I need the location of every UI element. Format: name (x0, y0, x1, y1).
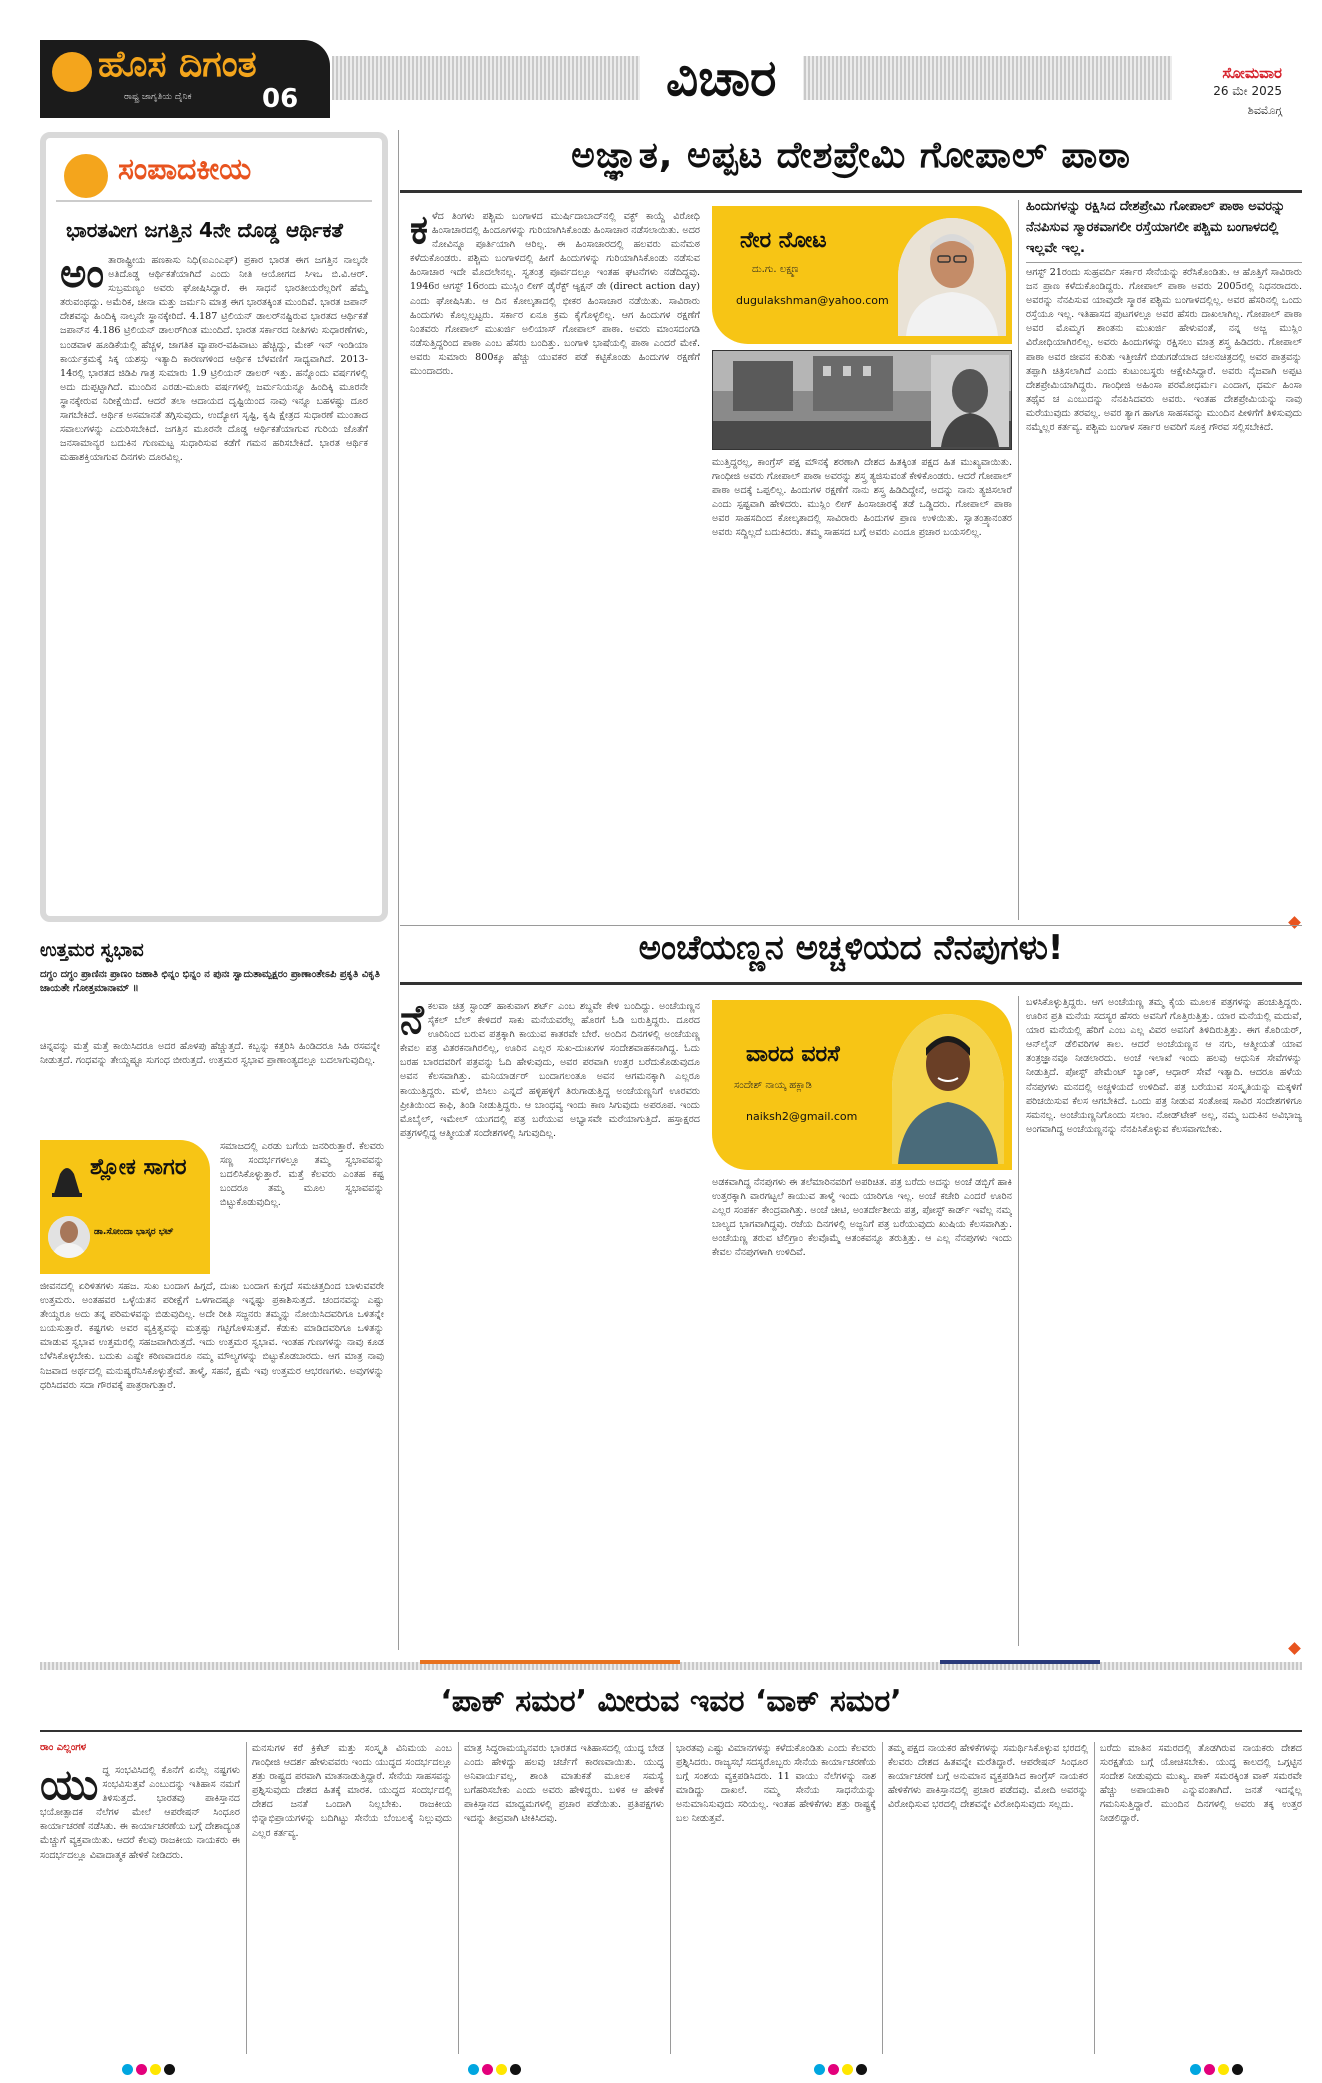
edition-city: ಶಿವಮೊಗ್ಗ (1247, 104, 1282, 117)
article3-headline[interactable]: ‘ಪಾಕ್ ಸಮರ’ ಮೀರುವ ಇವರ ‘ವಾಕ್ ಸಮರ’ (440, 1684, 902, 1719)
pull-quote: ಹಿಂದುಗಳನ್ನು ರಕ್ಷಿಸಿದ ದೇಶಪ್ರೇಮಿ ಗೋಪಾಲ್ ಪಾಠಾ ಅವರನ್ನು ನೆನಪಿಸುವ ಸ್ಮಾರಕವಾಗಲೀ ರಸ್ತೆಯಾಗಲೀ ಪಶ್ಚಿಮ ಬಂಗಾಳದಲ್ಲಿ ಇಲ್ಲವೇ ಇಲ್ಲ. (1026, 199, 1286, 256)
headline-rule (400, 982, 1302, 985)
editorial-label-box (56, 150, 372, 202)
headline-rule (40, 1730, 1302, 1732)
article2-col2: ಅಡಕವಾಗಿದ್ದ ನೆನಪುಗಳು ಈ ತಲೆಮಾರಿನವರಿಗೆ ಅಪರಿಚಿತ. ಪತ್ರ ಬರೆದು ಅದನ್ನು ಅಂಚೆ ಡಬ್ಬಿಗೆ ಹಾಕಿ ಉತ್ತರಕ್ಕಾಗಿ ವಾರಗಟ್ಟಲೆ ಕಾಯುವ ತಾಳ್ಮೆ ಇಂದು ಯಾರಿಗೂ ಇಲ್ಲ. ಅಂಚೆ ಕಚೇರಿ ಎಂದರೆ ಊರಿನ ಎಲ್ಲರ ಸಂಪರ್ಕ ಕೇಂದ್ರವಾಗಿತ್ತು. ಅಂಚೆ ಚೀಟಿ, ಅಂತರ್ದೇಶೀಯ ಪತ್ರ, ಪೋಸ್ಟ್ ಕಾರ್ಡ್ ಇವೆಲ್ಲ ನಮ್ಮ ಬಾಲ್ಯದ ಭಾಗವಾಗಿದ್ದವು. ರಜೆಯ ದಿನಗಳಲ್ಲಿ ಅಜ್ಜನಿಗೆ ಪತ್ರ ಬರೆಯುವುದು ಖುಷಿಯ ಕೆಲಸವಾಗಿತ್ತು. ಅಂಚೆಯಣ್ಣ ತರುವ ಟೆಲಿಗ್ರಾಂ ಕೆಲವೊಮ್ಮೆ ಆತಂಕವನ್ನೂ ತರುತ್ತಿತ್ತು. ಆ ಎಲ್ಲ ನೆನಪುಗಳು ಇಂದು ಕೇವಲ ನೆನಪುಗಳಾಗಿ ಉಳಿದಿವೆ. (712, 1177, 1012, 1259)
shloka-author-avatar (48, 1216, 90, 1258)
editorial-dropcap: ಅಂ (60, 254, 105, 297)
sun-emblem-icon (52, 52, 92, 92)
article3-byline: ರಾಂ ಎಲ್ಲಂಗಳ (40, 1742, 87, 1753)
column-divider (458, 1742, 459, 2054)
registration-mark (814, 2064, 874, 2076)
article3-col5: ತಮ್ಮ ಪಕ್ಷದ ನಾಯಕರ ಹೇಳಿಕೆಗಳನ್ನು ಸಮರ್ಥಿಸಿಕೊಳ್ಳುವ ಭರದಲ್ಲಿ ಕೆಲವರು ದೇಶದ ಹಿತವನ್ನೇ ಮರೆತಿದ್ದಾರೆ. ಆಪರೇಷನ್ ಸಿಂಧೂರ ಕಾರ್ಯಾಚರಣೆ ಬಗ್ಗೆ ಅನುಮಾನ ವ್ಯಕ್ತಪಡಿಸಿದ ಕಾಂಗ್ರೆಸ್ ನಾಯಕರ ಹೇಳಿಕೆಗಳು ಪಾಕಿಸ್ತಾನದಲ್ಲಿ ಪ್ರಚಾರ ಪಡೆದವು. ಮೋದಿ ಅವರನ್ನು ವಿರೋಧಿಸುವ ಭರದಲ್ಲಿ ದೇಶವನ್ನೇ ವಿರೋಧಿಸುವುದು ಸಲ್ಲದು. (888, 1743, 1088, 1811)
columnist-name: ಸಂದೇಶ್ ನಾಯ್ಕ ಹಕ್ಲಾಡಿ (734, 1080, 812, 1091)
shloka-card-title: ಶ್ಲೋಕ ಸಾಗರ (90, 1155, 187, 1180)
columnist-name: ದು.ಗು. ಲಕ್ಷ್ಮಣ (752, 264, 799, 275)
section-divider (400, 925, 1302, 926)
issue-date: 26 ಮೇ 2025 (1213, 84, 1282, 98)
column-name: ವಾರದ ವರಸೆ (746, 1042, 840, 1067)
column-divider (1018, 996, 1019, 1646)
main-article-headline[interactable]: ಅಜ್ಞಾತ, ಅಪ್ಪಟ ದೇಶಪ್ರೇಮಿ ಗೋಪಾಲ್ ಪಾಠಾ (571, 135, 1131, 176)
column-name: ನೇರ ನೋಟ (740, 228, 827, 253)
section-title: ವಿಚಾರ (640, 48, 803, 108)
article2-col1 (400, 1000, 700, 1646)
shloka-body-top: ಚಿನ್ನವನ್ನು ಮತ್ತೆ ಮತ್ತೆ ಕಾಯಿಸಿದರೂ ಅದರ ಹೊಳಪು ಹೆಚ್ಚುತ್ತದೆ. ಕಬ್ಬನ್ನು ಕತ್ತರಿಸಿ ಹಿಂಡಿದರೂ ಸಿಹಿ ರಸವನ್ನೇ ನೀಡುತ್ತದೆ. ಗಂಧವನ್ನು ತೇಯ್ದಷ್ಟೂ ಸುಗಂಧ ಬೀರುತ್ತದೆ. ಉತ್ತಮರ ಸ್ವಭಾವ ಪ್ರಾಣಾಂತ್ಯದಲ್ಲೂ ಬದಲಾಗುವುದಿಲ್ಲ. (40, 1041, 380, 1067)
archive-photo (712, 350, 1012, 450)
accent-bar (940, 1660, 1100, 1664)
main-article-col1-text: ಳೆದ ತಿಂಗಳು ಪಶ್ಚಿಮ ಬಂಗಾಳದ ಮುರ್ಷಿದಾಬಾದ್‌ನಲ್ಲಿ ವಕ್ಫ್ ಕಾಯ್ದೆ ವಿರೋಧಿ ಹಿಂಸಾಚಾರದಲ್ಲಿ ಹಿಂದೂಗಳನ್ನು ಗುರಿಯಾಗಿಸಿಕೊಂಡು ಹಿಂಸಾಚಾರ ನಡೆಸಲಾಯಿತು. ಅದರ ನೋವಿನ್ನೂ ಪೂರ್ತಿಯಾಗಿ ಆರಿಲ್ಲ. ಈ ಹಿಂಸಾಚಾರದಲ್ಲಿ ಹಲವರು ಮನೆಮಠ ಕಳೆದುಕೊಂಡರು. ಪಶ್ಚಿಮ ಬಂಗಾಳದಲ್ಲಿ ಹೀಗೆ ಹಿಂದುಗಳನ್ನು ಗುರಿಯಾಗಿಸಿಕೊಂಡು ನಡೆಸುವ ಹಿಂಸಾಚಾರ ಇದೇ ಮೊದಲೇನಲ್ಲ. ಸ್ವತಂತ್ರ ಪೂರ್ವದಲ್ಲೂ ಇಂತಹ ಘಟನೆಗಳು ನಡೆದಿದ್ದವು. 1946ರ ಆಗಸ್ಟ್ 16ರಂದು ಮುಸ್ಲಿಂ ಲೀಗ್ ಡೈರೆಕ್ಟ್ ಆ್ಯಕ್ಷನ್ ಡೇ (direct action day) ಎಂದು ಘೋಷಿಸಿತು. ಆ ದಿನ ಕೋಲ್ಕತಾದಲ್ಲಿ ಭೀಕರ ಹಿಂಸಾಚಾರ ನಡೆಯಿತು. ಸಾವಿರಾರು ಹಿಂದುಗಳು ಕೊಲ್ಲಲ್ಪಟ್ಟರು. ಸರ್ಕಾರ ಏನೂ ಕ್ರಮ ಕೈಗೊಳ್ಳಲಿಲ್ಲ. ಆಗ ಹಿಂದುಗಳ ರಕ್ಷಣೆಗೆ ನಿಂತವರು ಗೋಪಾಲ್ ಮುಖರ್ಜಿ ಅಲಿಯಾಸ್ ಗೋಪಾಲ್ ಪಾಠಾ. ಅವರು ಮಾಂಸದಂಗಡಿ ನಡೆಸುತ್ತಿದ್ದರಿಂದ ಪಾಠಾ ಎಂಬ ಹೆಸರು ಬಂದಿತ್ತು. ಬಂಗಾಳಿ ಭಾಷೆಯಲ್ಲಿ ಪಾಠಾ ಎಂದರೆ ಮೇಕೆ. ಅವರು ಸುಮಾರು 800ಕ್ಕೂ ಹೆಚ್ಚು ಯುವಕರ ಪಡೆ ಕಟ್ಟಿಕೊಂಡು ಹಿಂದುಗಳ ರಕ್ಷಣೆಗೆ ಮುಂದಾದರು. (410, 211, 700, 378)
main-article-col2: ಮುತ್ತಿದ್ದರಲ್ಲ, ಕಾಂಗ್ರೆಸ್ ಪಕ್ಷ ಮೌನಕ್ಕೆ ಶರಣಾಗಿ ದೇಶದ ಹಿತಕ್ಕಿಂತ ಪಕ್ಷದ ಹಿತ ಮುಖ್ಯವಾಯಿತು. ಗಾಂಧೀಜಿ ಅವರು ಗೋಪಾಲ್ ಪಾಠಾ ಅವರನ್ನು ಶಸ್ತ್ರ ತ್ಯಜಿಸುವಂತೆ ಕೇಳಿಕೊಂಡರು. ಆದರೆ ಗೋಪಾಲ್ ಪಾಠಾ ಅದಕ್ಕೆ ಒಪ್ಪಲಿಲ್ಲ. ಹಿಂದುಗಳ ರಕ್ಷಣೆಗೆ ನಾನು ಶಸ್ತ್ರ ಹಿಡಿದಿದ್ದೇನೆ, ಅದನ್ನು ನಾನು ತ್ಯಜಿಸಲಾರೆ ಎಂದು ಸ್ಪಷ್ಟವಾಗಿ ಹೇಳಿದರು. ಮುಸ್ಲಿಂ ಲೀಗ್ ಹಿಂಸಾಚಾರಕ್ಕೆ ತಡೆ ಒಡ್ಡಿದರು. ಗೋಪಾಲ್ ಪಾಠಾ ಅವರ ಸಾಹಸದಿಂದ ಕೋಲ್ಕತಾದಲ್ಲಿ ಸಾವಿರಾರು ಹಿಂದುಗಳ ಪ್ರಾಣ ಉಳಿಯಿತು. ಸ್ವಾತಂತ್ರ್ಯಾನಂತರ ಅವರು ಸದ್ದಿಲ್ಲದೆ ಬದುಕಿದರು. ತಮ್ಮ ಸಾಹಸದ ಬಗ್ಗೆ ಅವರು ಎಂದೂ ಪ್ರಚಾರ ಬಯಸಲಿಲ್ಲ. (712, 457, 1012, 539)
main-article-col3: ಆಗಸ್ಟ್ 21ರಂದು ಸುಹ್ರವರ್ದಿ ಸರ್ಕಾರ ಸೇನೆಯನ್ನು ಕರೆಸಿಕೊಂಡಿತು. ಆ ಹೊತ್ತಿಗೆ ಸಾವಿರಾರು ಜನ ಪ್ರಾಣ ಕಳೆದುಕೊಂಡಿದ್ದರು. ಗೋಪಾಲ್ ಪಾಠಾ ಅವರು 2005ರಲ್ಲಿ ನಿಧನರಾದರು. ಅವರನ್ನು ನೆನಪಿಸುವ ಯಾವುದೇ ಸ್ಮಾರಕ ಪಶ್ಚಿಮ ಬಂಗಾಳದಲ್ಲಿಲ್ಲ. ಅವರ ಹೆಸರಿನಲ್ಲಿ ಒಂದು ರಸ್ತೆಯೂ ಇಲ್ಲ. ಇತಿಹಾಸದ ಪುಟಗಳಲ್ಲೂ ಅವರ ಹೆಸರು ದಾಖಲಾಗಿಲ್ಲ. ಗೋಪಾಲ್ ಪಾಠಾ ಅವರ ಮೊಮ್ಮಗ ಶಾಂತನು ಮುಖರ್ಜಿ ಹೇಳುವಂತೆ, ನನ್ನ ಅಜ್ಜ ಮುಸ್ಲಿಂ ವಿರೋಧಿಯಾಗಿರಲಿಲ್ಲ. ಅವರು ಹಿಂದುಗಳನ್ನು ರಕ್ಷಿಸಲು ಮಾತ್ರ ಶಸ್ತ್ರ ಹಿಡಿದರು. ಗೋಪಾಲ್ ಪಾಠಾ ಅವರ ಜೀವನ ಕುರಿತು ಇತ್ತೀಚೆಗೆ ಬಿಡುಗಡೆಯಾದ ಚಲನಚಿತ್ರದಲ್ಲಿ ಅವರ ಪಾತ್ರವನ್ನು ತಪ್ಪಾಗಿ ಚಿತ್ರಿಸಲಾಗಿದೆ ಎಂದು ಕುಟುಂಬಸ್ಥರು ಆಕ್ಷೇಪಿಸಿದ್ದಾರೆ. ಅವರು ನೈಜವಾಗಿ ಅಪ್ಪಟ ದೇಶಪ್ರೇಮಿಯಾಗಿದ್ದರು. ಗಾಂಧೀಜಿ ಅಹಿಂಸಾ ಪರಮೋಧರ್ಮಃ ಎಂದಾಗ, ಧರ್ಮ ಹಿಂಸಾ ತಥೈವ ಚ ಎಂಬುದನ್ನು ನೆನಪಿಸಿದವರು ಅವರು. ಇಂತಹ ದೇಶಪ್ರೇಮಿಯನ್ನು ನಾವು ಮರೆಯುವುದು ತರವಲ್ಲ. ಅವರ ತ್ಯಾಗ ಹಾಗೂ ಸಾಹಸವನ್ನು ಮುಂದಿನ ಪೀಳಿಗೆಗೆ ತಿಳಿಸುವುದು ನಮ್ಮೆಲ್ಲರ ಕರ್ತವ್ಯ. ಪಶ್ಚಿಮ ಬಂಗಾಳ ಸರ್ಕಾರ ಅವರಿಗೆ ಸೂಕ್ತ ಗೌರವ ಸಲ್ಲಿಸಬೇಕಿದೆ. (1026, 267, 1302, 434)
editorial-body (56, 254, 372, 814)
columnist-email[interactable]: naiksh2@gmail.com (746, 1110, 858, 1123)
editorial-text: ತಾರಾಷ್ಟ್ರೀಯ ಹಣಕಾಸು ನಿಧಿ(ಐಎಂಎಫ್) ಪ್ರಕಾರ ಭಾರತ ಈಗ ಜಗತ್ತಿನ ನಾಲ್ಕನೇ ಅತಿದೊಡ್ಡ ಆರ್ಥಿಕತೆಯಾಗಿದೆ ಎಂದು ನೀತಿ ಆಯೋಗದ ಸಿಇಒ ಬಿ.ವಿ.ಆರ್. ಸುಬ್ರಮಣ್ಯಂ ಅವರು ಘೋಷಿಸಿದ್ದಾರೆ. ಈ ಸಾಧನೆ ಭಾರತೀಯರೆಲ್ಲರಿಗೆ ಹೆಮ್ಮೆ ತರುವಂಥದ್ದು. ಅಮೆರಿಕ, ಚೀನಾ ಮತ್ತು ಜರ್ಮನಿ ಮಾತ್ರ ಈಗ ಭಾರತಕ್ಕಿಂತ ಮುಂದಿವೆ. ಭಾರತ ಜಪಾನ್ ದೇಶವನ್ನು ಹಿಂದಿಕ್ಕಿ ನಾಲ್ಕನೇ ಸ್ಥಾನಕ್ಕೇರಿದೆ. 4.187 ಟ್ರಿಲಿಯನ್ ಡಾಲರ್‌ನಷ್ಟಿರುವ ಭಾರತದ ಆರ್ಥಿಕತೆ ಜಪಾನ್‌ನ 4.186 ಟ್ರಿಲಿಯನ್ ಡಾಲರ್‌ಗಿಂತ ಮುಂದಿದೆ. ಭಾರತ ಸರ್ಕಾರದ ನೀತಿಗಳು ಸುಧಾರಣೆಗಳು, ಬಂಡವಾಳ ಹೂಡಿಕೆಯಲ್ಲಿ ಹೆಚ್ಚಳ, ಜಾಗತಿಕ ವ್ಯಾಪಾರ-ವಹಿವಾಟು ಹೆಚ್ಚಿದ್ದು, ಮೇಕ್ ಇನ್ ಇಂಡಿಯಾ ಕಾರ್ಯಕ್ರಮಕ್ಕೆ ಸಿಕ್ಕ ಯಶಸ್ಸು ಇತ್ಯಾದಿ ಕಾರಣಗಳಿಂದ ಆರ್ಥಿಕ ಬೆಳವಣಿಗೆ ಸಾಧ್ಯವಾಗಿದೆ. 2013-14ರಲ್ಲಿ ಭಾರತದ ಜಿಡಿಪಿ ಗಾತ್ರ ಸುಮಾರು 1.9 ಟ್ರಿಲಿಯನ್ ಡಾಲರ್ ಇತ್ತು. ಹನ್ನೊಂದು ವರ್ಷಗಳಲ್ಲಿ ಅದು ದುಪ್ಪಟ್ಟಾಗಿದೆ. ಮುಂದಿನ ಎರಡು-ಮೂರು ವರ್ಷಗಳಲ್ಲಿ ಜರ್ಮನಿಯನ್ನೂ ಹಿಂದಿಕ್ಕಿ ಮೂರನೇ ಸ್ಥಾನಕ್ಕೇರುವ ನಿರೀಕ್ಷೆಯಿದೆ. ಆದರೆ ತಲಾ ಆದಾಯದ ದೃಷ್ಟಿಯಿಂದ ನಾವು ಇನ್ನೂ ಬಹಳಷ್ಟು ದೂರ ಸಾಗಬೇಕಿದೆ. ಆರ್ಥಿಕ ಅಸಮಾನತೆ ತಗ್ಗಿಸುವುದು, ಉದ್ಯೋಗ ಸೃಷ್ಟಿ, ಕೃಷಿ ಕ್ಷೇತ್ರದ ಸುಧಾರಣೆ ಮುಂತಾದ ಸವಾಲುಗಳನ್ನು ಎದುರಿಸಬೇಕಿದೆ. ಜಗತ್ತಿನ ಮೂರನೇ ದೊಡ್ಡ ಆರ್ಥಿಕತೆಯಾಗುವ ಗುರಿಯ ಜೊತೆಗೆ ಜನಸಾಮಾನ್ಯರ ಬದುಕಿನ ಗುಣಮಟ್ಟ ಸುಧಾರಿಸುವ ಕಡೆಗೆ ಗಮನ ಹರಿಸಬೇಕಿದೆ. ಭಾರತ ಆರ್ಥಿಕ ಮಹಾಶಕ್ತಿಯಾಗುವ ದಿನಗಳು ದೂರವಿಲ್ಲ. (60, 255, 368, 464)
article3-col1-text: ದ್ಧ ಸಂಭವಿಸಿದಲ್ಲಿ ಕೊನೆಗೆ ಏನೆಲ್ಲ ನಷ್ಟಗಳು ಸಂಭವಿಸುತ್ತವೆ ಎಂಬುದನ್ನು ಇತಿಹಾಸ ನಮಗೆ ತಿಳಿಸುತ್ತದೆ. ಭಾರತವು ಪಾಕಿಸ್ತಾನದ ಭಯೋತ್ಪಾದಕ ನೆಲೆಗಳ ಮೇಲೆ ಆಪರೇಷನ್ ಸಿಂಧೂರ ಕಾರ್ಯಾಚರಣೆ ನಡೆಸಿತು. ಈ ಕಾರ್ಯಾಚರಣೆಯ ಬಗ್ಗೆ ದೇಶಾದ್ಯಂತ ಮೆಚ್ಚುಗೆ ವ್ಯಕ್ತವಾಯಿತು. ಆದರೆ ಕೆಲವು ರಾಜಕೀಯ ನಾಯಕರು ಈ ಸಂದರ್ಭದಲ್ಲೂ ವಿವಾದಾತ್ಮಕ ಹೇಳಿಕೆ ನೀಡಿದರು. (40, 1765, 240, 1861)
article2-col3: ಬಳಸಿಕೊಳ್ಳುತ್ತಿದ್ದರು. ಆಗ ಅಂಚೆಯಣ್ಣ ತಮ್ಮ ಕೈಯ ಮೂಲಕ ಪತ್ರಗಳನ್ನು ಹಂಚುತ್ತಿದ್ದರು. ಊರಿನ ಪ್ರತಿ ಮನೆಯ ಸದಸ್ಯರ ಹೆಸರು ಅವನಿಗೆ ಗೊತ್ತಿರುತ್ತಿತ್ತು. ಯಾರ ಮನೆಯಲ್ಲಿ ಮದುವೆ, ಯಾರ ಮನೆಯಲ್ಲಿ ಹೆರಿಗೆ ಎಂಬ ಎಲ್ಲ ವಿವರ ಅವನಿಗೆ ತಿಳಿದಿರುತ್ತಿತ್ತು. ಈಗ ಕೊರಿಯರ್, ಆನ್‌ಲೈನ್ ಡೆಲಿವರಿಗಳ ಕಾಲ. ಆದರೆ ಅಂಚೆಯಣ್ಣನ ಆ ನಗು, ಆತ್ಮೀಯತೆ ಯಾವ ತಂತ್ರಜ್ಞಾನವೂ ನೀಡಲಾರದು. ಅಂಚೆ ಇಲಾಖೆ ಇಂದು ಹಲವು ಆಧುನಿಕ ಸೇವೆಗಳನ್ನು ನೀಡುತ್ತಿದೆ. ಪೋಸ್ಟ್ ಪೇಮೆಂಟ್ ಬ್ಯಾಂಕ್, ಆಧಾರ್ ಸೇವೆ ಇತ್ಯಾದಿ. ಆದರೂ ಹಳೆಯ ನೆನಪುಗಳು ಮನದಲ್ಲಿ ಅಚ್ಚಳಿಯದೆ ಉಳಿದಿವೆ. ಪತ್ರ ಬರೆಯುವ ಸಂಸ್ಕೃತಿಯನ್ನು ಮಕ್ಕಳಿಗೆ ಪರಿಚಯಿಸುವ ಕೆಲಸ ಆಗಬೇಕಿದೆ. ಒಂದು ಪತ್ರ ನೀಡುವ ಸಂತೋಷ ಸಾವಿರ ಸಂದೇಶಗಳಿಗೂ ಸಮನಲ್ಲ. ಅಂಚೆಯಣ್ಣನಿಗೊಂದು ಸಲಾಂ. ನೋಡ್‌ಟೇಕ್ ಅಲ್ಲ, ನಮ್ಮ ಬದುಕಿನ ಅವಿಭಾಜ್ಯ ಅಂಗವಾಗಿದ್ದ ಅಂಚೆಯಣ್ಣನನ್ನು ನೆನಪಿಸಿಕೊಳ್ಳುವ ಕೆಲಸವಾಗಬೇಕು. (1026, 997, 1302, 1135)
shloka-author: ಡಾ.ಸೋಂದಾ ಭಾಸ್ಕರ ಭಟ್ (94, 1227, 174, 1237)
column-divider (882, 1742, 883, 2054)
paper-logo[interactable] (40, 40, 330, 118)
columnist-avatar (892, 1014, 1004, 1164)
pull-quote-rule (1026, 262, 1302, 263)
columnist-email[interactable]: dugulakshman@yahoo.com (736, 294, 889, 307)
ink-pen-icon (50, 1158, 84, 1198)
article3-dropcap: ಯು (40, 1764, 99, 1809)
paper-tagline: ರಾಷ್ಟ್ರ ಜಾಗೃತಿಯ ದೈನಿಕ (124, 92, 192, 102)
paper-name: ಹೊಸ ದಿಗಂತ (98, 44, 257, 85)
registration-mark (468, 2064, 528, 2076)
column-divider (1094, 1742, 1095, 2054)
column-divider (246, 1742, 247, 2054)
headline-rule (400, 190, 1302, 193)
page-number: 06 (262, 84, 299, 114)
day-name: ಸೋಮವಾರ (1222, 64, 1282, 82)
shloka-verse: ದಗ್ಧಂ ದಗ್ಧಂ ಪ್ರಾಣಿನಃ ಪ್ರಾಣಂ ಜಹಾತಿ ಛಿನ್ನಂ ಭಿನ್ನಂ ನ ಪುನಃ ಸ್ವಾದುತಾಮ್ಪಕ್ಷರಂ ಪ್ರಾಣಾಂತೇಽಪಿ ಪ್ರಕೃತಿ ವಿಕೃತಿ ಜಾಯತೇ ಗೋತ್ತಮಾನಾಮ್ ॥ (40, 969, 380, 994)
shloka-title: ಉತ್ತಮರ ಸ್ವಭಾವ (40, 940, 144, 961)
columnist-card (712, 206, 1012, 344)
accent-bar (420, 1660, 680, 1664)
article3-col6: ಬರೆದು ಮಾತಿನ ಸಮರದಲ್ಲಿ ತೊಡಗಿರುವ ನಾಯಕರು ದೇಶದ ಸುರಕ್ಷತೆಯ ಬಗ್ಗೆ ಯೋಚಿಸಬೇಕು. ಯುದ್ಧ ಕಾಲದಲ್ಲಿ ಒಗ್ಗಟ್ಟಿನ ಸಂದೇಶ ನೀಡುವುದು ಮುಖ್ಯ. ಪಾಕ್ ಸಮರಕ್ಕಿಂತ ವಾಕ್ ಸಮರವೇ ಹೆಚ್ಚು ಅಪಾಯಕಾರಿ ಎನ್ನುವಂತಾಗಿದೆ. ಜನತೆ ಇದನ್ನೆಲ್ಲ ಗಮನಿಸುತ್ತಿದ್ದಾರೆ. ಮುಂದಿನ ದಿನಗಳಲ್ಲಿ ಅವರು ತಕ್ಕ ಉತ್ತರ ನೀಡಲಿದ್ದಾರೆ. (1100, 1743, 1302, 1825)
column-divider (1018, 200, 1019, 920)
article2-dropcap: ನೆ (400, 1000, 424, 1043)
editorial-emblem-icon (64, 154, 108, 198)
article3-col4: ಭಾರತವು ಎಷ್ಟು ವಿಮಾನಗಳನ್ನು ಕಳೆದುಕೊಂಡಿತು ಎಂದು ಕೆಲವರು ಪ್ರಶ್ನಿಸಿದರು. ರಾಜ್ಯಸಭೆ ಸದಸ್ಯರೊಬ್ಬರು ಸೇನೆಯ ಕಾರ್ಯಾಚರಣೆಯ ಬಗ್ಗೆ ಸಂಶಯ ವ್ಯಕ್ತಪಡಿಸಿದರು. 11 ವಾಯು ನೆಲೆಗಳನ್ನು ನಾಶ ಮಾಡಿದ್ದು ದಾಖಲೆ. ನಮ್ಮ ಸೇನೆಯ ಸಾಧನೆಯನ್ನು ಅನುಮಾನಿಸುವುದು ಸರಿಯಲ್ಲ. ಇಂತಹ ಹೇಳಿಕೆಗಳು ಶತ್ರು ರಾಷ್ಟ್ರಕ್ಕೆ ಬಲ ನೀಡುತ್ತವೆ. (676, 1743, 876, 1825)
masthead (40, 40, 1302, 120)
editorial-box (40, 132, 388, 922)
editorial-label: ಸಂಪಾದಕೀಯ (118, 152, 252, 187)
columnist-card (712, 1000, 1012, 1170)
article3-col1 (40, 1764, 240, 2054)
columnist-avatar (898, 218, 1006, 336)
shloka-body-right: ಸಮಾಜದಲ್ಲಿ ಎರಡು ಬಗೆಯ ಜನರಿರುತ್ತಾರೆ. ಕೆಲವರು ಸಣ್ಣ ಸಂದರ್ಭಗಳಲ್ಲೂ ತಮ್ಮ ಸ್ವಭಾವವನ್ನು ಬದಲಿಸಿಕೊಳ್ಳುತ್ತಾರೆ. ಮತ್ತೆ ಕೆಲವರು ಎಂತಹ ಕಷ್ಟ ಬಂದರೂ ತಮ್ಮ ಮೂಲ ಸ್ವಭಾವವನ್ನು ಬಿಟ್ಟುಕೊಡುವುದಿಲ್ಲ. (220, 1141, 384, 1209)
article3-col2: ಮನಸುಗಳ ಕರೆ ಕ್ರಿಕೆಟ್ ಮತ್ತು ಸಂಸ್ಕೃತಿ ವಿನಿಮಯ ಎಂಬ ಗಾಂಧೀಜಿ ಆದರ್ಶ ಹೇಳುವವರು ಇಂದು ಯುದ್ಧದ ಸಂದರ್ಭದಲ್ಲೂ ಶತ್ರು ರಾಷ್ಟ್ರದ ಪರವಾಗಿ ಮಾತನಾಡುತ್ತಿದ್ದಾರೆ. ಸೇನೆಯ ಸಾಹಸವನ್ನು ಪ್ರಶ್ನಿಸುವುದು ದೇಶದ ಹಿತಕ್ಕೆ ಮಾರಕ. ಯುದ್ಧದ ಸಂದರ್ಭದಲ್ಲಿ ದೇಶದ ಜನತೆ ಒಂದಾಗಿ ನಿಲ್ಲಬೇಕು. ರಾಜಕೀಯ ಭಿನ್ನಾಭಿಪ್ರಾಯಗಳನ್ನು ಬದಿಗಿಟ್ಟು ಸೇನೆಯ ಬೆಂಬಲಕ್ಕೆ ನಿಲ್ಲುವುದು ಎಲ್ಲರ ಕರ್ತವ್ಯ. (252, 1743, 452, 1839)
article3-col3: ಮಾತ್ರ ಸಿದ್ಧರಾಮಯ್ಯನವರು ಭಾರತದ ಇತಿಹಾಸದಲ್ಲಿ ಯುದ್ಧ ಬೇಡ ಎಂದು ಹೇಳಿದ್ದು ಹಲವು ಚರ್ಚೆಗೆ ಕಾರಣವಾಯಿತು. ಯುದ್ಧ ಅನಿವಾರ್ಯವಲ್ಲ, ಶಾಂತಿ ಮಾತುಕತೆ ಮೂಲಕ ಸಮಸ್ಯೆ ಬಗೆಹರಿಸಬೇಕು ಎಂದು ಅವರು ಹೇಳಿದ್ದರು. ಬಳಿಕ ಆ ಹೇಳಿಕೆ ಪಾಕಿಸ್ತಾನದ ಮಾಧ್ಯಮಗಳಲ್ಲಿ ಪ್ರಚಾರ ಪಡೆಯಿತು. ಪ್ರತಿಪಕ್ಷಗಳು ಇದನ್ನು ತೀವ್ರವಾಗಿ ಟೀಕಿಸಿದವು. (464, 1743, 664, 1825)
shloka-card (40, 1140, 210, 1274)
main-article-col1 (410, 210, 700, 910)
article2-headline[interactable]: ಅಂಚೆಯಣ್ಣನ ಅಚ್ಚಳಿಯದ ನೆನಪುಗಳು! (638, 928, 1064, 968)
article2-col1-text: ಕಲವಾ ಚಿತ್ರ ಸ್ಟಾಂಡ್ ಹಾಕುವಾಗ ಶರ್ಟ್ ಎಂಬ ಶಬ್ದವೇ ಕೇಳಿ ಬಂದಿದ್ದು. ಅಂಚೆಯಣ್ಣನ ಸೈಕಲ್ ಬೆಲ್ ಕೇಳಿದರೆ ಸಾಕು ಮನೆಯವರೆಲ್ಲ ಹೊರಗೆ ಓಡಿ ಬರುತ್ತಿದ್ದರು. ದೂರದ ಊರಿನಿಂದ ಬರುವ ಪತ್ರಕ್ಕಾಗಿ ಕಾಯುವ ಕಾತರವೇ ಬೇರೆ. ಅಂದಿನ ದಿನಗಳಲ್ಲಿ ಅಂಚೆಯಣ್ಣ ಕೇವಲ ಪತ್ರ ವಿತರಕನಾಗಿರಲಿಲ್ಲ, ಊರಿನ ಎಲ್ಲರ ಸುಖ-ದುಃಖಗಳ ಸಂದೇಶವಾಹಕನಾಗಿದ್ದ. ಓದು ಬರಹ ಬಾರದವರಿಗೆ ಪತ್ರವನ್ನು ಓದಿ ಹೇಳುವುದು, ಅವರ ಪರವಾಗಿ ಉತ್ತರ ಬರೆದುಕೊಡುವುದೂ ಅವನ ಕೆಲಸವಾಗಿತ್ತು. ಮನಿಯಾರ್ಡರ್ ಬಂದಾಗಲಂತೂ ಅವನ ಆಗಮನಕ್ಕಾಗಿ ಎಲ್ಲರೂ ಕಾಯುತ್ತಿದ್ದರು. ಮಳೆ, ಬಿಸಿಲು ಎನ್ನದೆ ಹಳ್ಳಿಹಳ್ಳಿಗೆ ತಿರುಗಾಡುತ್ತಿದ್ದ ಅಂಚೆಯಣ್ಣನಿಗೆ ಊರವರು ಪ್ರೀತಿಯಿಂದ ಕಾಫಿ, ತಿಂಡಿ ನೀಡುತ್ತಿದ್ದರು. ಆ ಬಾಂಧವ್ಯ ಇಂದು ಕಾಣ ಸಿಗುವುದು ಅಪರೂಪ. ಇಂದು ಮೊಬೈಲ್, ಇಮೇಲ್ ಯುಗದಲ್ಲಿ ಪತ್ರ ಬರೆಯುವ ಅಭ್ಯಾಸವೇ ಮರೆಯಾಗುತ್ತಿದೆ. ಹಸ್ತಾಕ್ಷರದ ಪತ್ರಗಳಲ್ಲಿದ್ದ ಆತ್ಮೀಯತೆ ಸಂದೇಶಗಳಲ್ಲಿ ಸಿಗುವುದಿಲ್ಲ. (400, 1001, 700, 1139)
main-article-dropcap: ಕ (410, 210, 428, 253)
registration-mark (122, 2064, 182, 2076)
column-divider (670, 1742, 671, 2054)
shloka-body-bottom: ಜೀವನದಲ್ಲಿ ಏರಿಳಿತಗಳು ಸಹಜ. ಸುಖ ಬಂದಾಗ ಹಿಗ್ಗದೆ, ದುಃಖ ಬಂದಾಗ ಕುಗ್ಗದೆ ಸಮಚಿತ್ತದಿಂದ ಬಾಳುವವರೇ ಉತ್ತಮರು. ಅಂತಹವರ ಒಳ್ಳೆಯತನ ಪರೀಕ್ಷೆಗೆ ಒಳಗಾದಷ್ಟೂ ಇನ್ನಷ್ಟು ಪ್ರಕಾಶಿಸುತ್ತದೆ. ಚಂದನವನ್ನು ಎಷ್ಟು ತೇಯ್ದರೂ ಅದು ತನ್ನ ಪರಿಮಳವನ್ನು ಬಿಡುವುದಿಲ್ಲ. ಅದೇ ರೀತಿ ಸಜ್ಜನರು ತಮ್ಮನ್ನು ನೋಯಿಸಿದವರಿಗೂ ಒಳಿತನ್ನೇ ಬಯಸುತ್ತಾರೆ. ಕಷ್ಟಗಳು ಅವರ ವ್ಯಕ್ತಿತ್ವವನ್ನು ಮತ್ತಷ್ಟು ಗಟ್ಟಿಗೊಳಿಸುತ್ತವೆ. ಕೆಡುಕು ಮಾಡಿದವರಿಗೂ ಒಳಿತನ್ನು ಮಾಡುವ ಸ್ವಭಾವ ಉತ್ತಮರಲ್ಲಿ ಸಹಜವಾಗಿರುತ್ತದೆ. ಇದು ಉತ್ತಮರ ಸ್ವಭಾವ. ಇಂತಹ ಗುಣಗಳನ್ನು ನಾವು ಕೂಡ ಬೆಳೆಸಿಕೊಳ್ಳಬೇಕು. ಬದುಕು ಎಷ್ಟೇ ಕಠಿಣವಾದರೂ ನಮ್ಮ ಮೌಲ್ಯಗಳನ್ನು ಬಿಟ್ಟುಕೊಡಬಾರದು. ಆಗ ಮಾತ್ರ ನಾವು ನಿಜವಾದ ಅರ್ಥದಲ್ಲಿ ಮನುಷ್ಯರೆನಿಸಿಕೊಳ್ಳುತ್ತೇವೆ. ತಾಳ್ಮೆ, ಸಹನೆ, ಕ್ಷಮೆ ಇವು ಉತ್ತಮರ ಆಭರಣಗಳು. ಅವುಗಳನ್ನು ಧರಿಸಿದವರು ಸದಾ ಗೌರವಕ್ಕೆ ಪಾತ್ರರಾಗುತ್ತಾರೆ. (40, 1281, 384, 1391)
column-divider (398, 130, 399, 1650)
registration-mark (1190, 2064, 1250, 2076)
editorial-headline: ಭಾರತವೀಗ ಜಗತ್ತಿನ 4ನೇ ದೊಡ್ಡ ಆರ್ಥಿಕತೆ (66, 218, 343, 242)
